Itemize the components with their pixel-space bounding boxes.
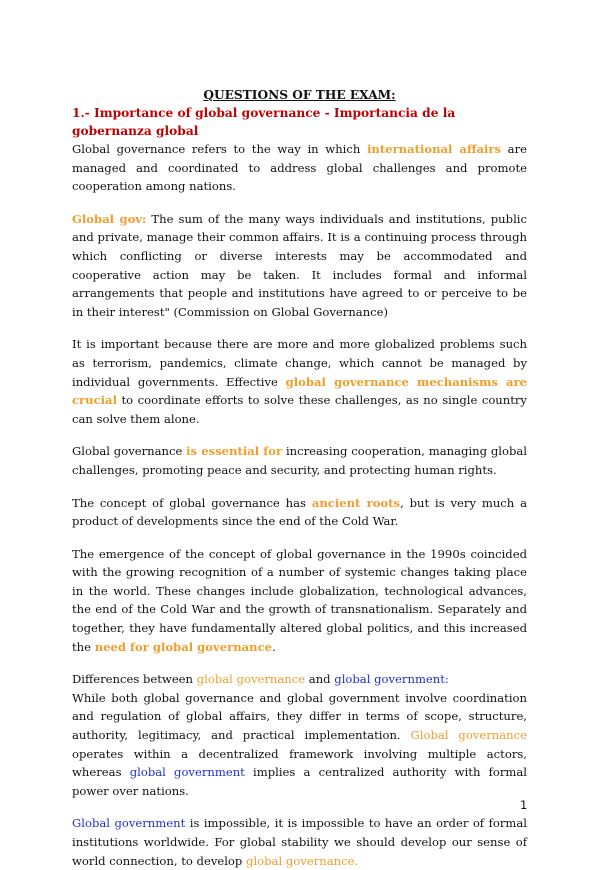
paragraph-essential: Global governance is essential for increasing cooperation, managing global challenges, promoting peace and security, and protecting human rights.: [72, 444, 528, 477]
highlight-mechanisms: global governance mechanisms are crucial: [72, 374, 527, 408]
highlight-need: need for global governance: [94, 639, 273, 654]
paragraph-importance: It is important because there are more and more globalized problems such as terrorism, pandemics, climate change, which cannot be managed by individual governments. Effective global governance mechanisms are crucial to coordinate efforts to solve these challenges, as no single country can solve them alone.: [72, 337, 527, 426]
paragraph-definition: Global governance refers to the way in which international affairs are managed and coordinated to address global challenges and promote cooperation among nations.: [72, 142, 527, 194]
paragraph-roots: The concept of global governance has ancient roots, but is very much a product of developments since the end of the Cold War.: [72, 495, 528, 529]
paragraph-emergence: The emergence of the concept of global governance in the 1990s coincided with the growing recognition of a number of systemic changes taking place in the world. These changes include globalization, technological advances, the end of the Cold War and the growth of transnationalism. Separately and together, they have fundamentally altered global politics, and this increased the need for global governance.: [72, 546, 527, 654]
highlight-ancient-roots: ancient roots: [311, 495, 401, 510]
paragraph-differences: Differences between global governance and global government: While both global governance and global government involve coordination and regulation of global affairs, they differ in terms of scope, structure, authority, legitimacy, and practical implementation. Global governance operates within a decentralized framework involving multiple actors, whereas global government implies a centralized authority with formal power over nations.: [72, 672, 528, 798]
label-global-gov: Global gov:: [72, 211, 147, 226]
paragraph-impossible: Global government is impossible, it is impossible to have an order of formal institutions worldwide. For global stability we should develop our sense of world connection, to develop global governance.: [72, 816, 527, 868]
highlight-essential: is essential for: [186, 444, 283, 459]
highlight-international-affairs: international affairs: [366, 142, 502, 156]
document-content: [72, 86, 527, 870]
page-number: 1: [520, 798, 528, 812]
exam-title: QUESTIONS OF THE EXAM:: [203, 88, 396, 102]
paragraph-global-gov: Global gov: The sum of the many ways individuals and institutions, public and private, manage their common affairs. It is a continuing process through which conflicting or diverse interests may be accommodated and cooperative action may be taken. It includes formal and informal arrangements that people and institutions have agreed to or perceive to be in their interest" (Commission on Global Governance): [72, 211, 527, 319]
section-heading: 1.- Importance of global governance - Importancia de la gobernanza global: [72, 106, 456, 138]
